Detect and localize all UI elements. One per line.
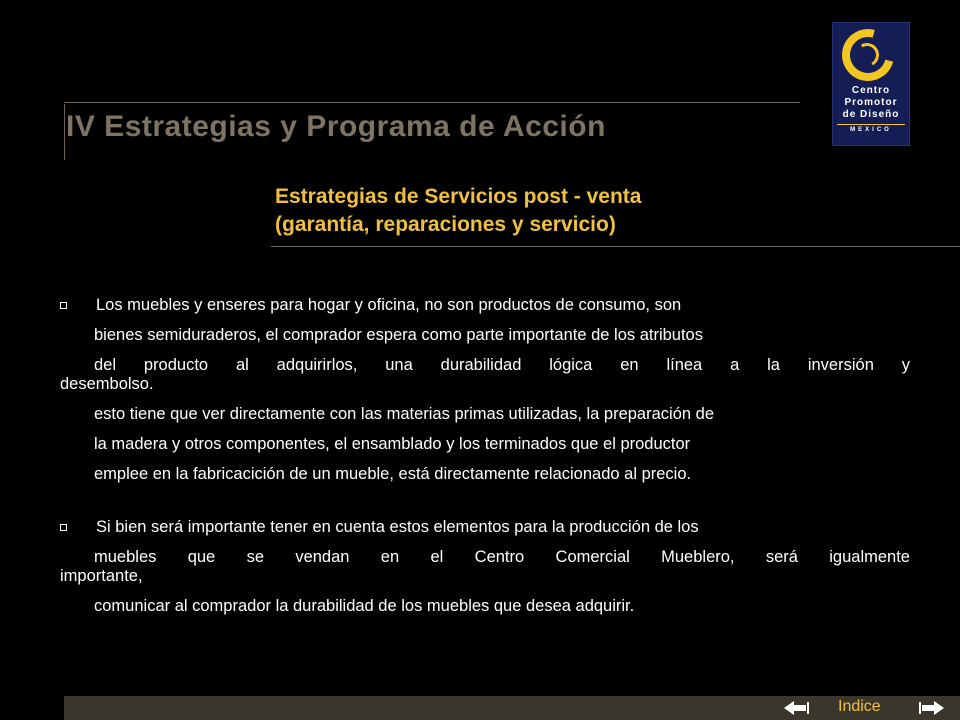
logo-line-2: Promotor <box>844 97 898 108</box>
subtitle-rule <box>271 246 960 247</box>
p1-line-5: la madera y otros componentes, el ensamblado y los terminados que el productor <box>94 435 691 453</box>
p1-line-3b: desembolso. <box>60 375 154 393</box>
p1-line-3 <box>60 356 910 394</box>
paragraph-2 <box>60 518 910 627</box>
header-rule <box>64 102 800 103</box>
subtitle-line-2: (garantía, reparaciones y servicio) <box>275 213 616 236</box>
index-link[interactable]: Indice <box>838 698 881 715</box>
arrow-right-icon[interactable] <box>918 700 944 716</box>
p2-line-3: comunicar al comprador la durabilidad de los muebles que desea adquirir. <box>94 597 635 615</box>
square-bullet-icon <box>60 524 67 531</box>
logo-text <box>837 85 905 121</box>
logo <box>832 22 910 146</box>
p2-line-2a: muebles que se vendan en el Centro Comercial Mueblero, será igualmente <box>94 548 910 566</box>
page-title: IV Estrategias y Programa de Acción <box>66 110 606 143</box>
square-bullet-icon <box>60 302 67 309</box>
p1-line-2: bienes semiduraderos, el comprador espera como parte importante de los atributos <box>94 326 703 344</box>
p1-line-4: esto tiene que ver directamente con las materias primas utilizadas, la preparación de <box>94 405 714 423</box>
paragraph-1 <box>60 296 910 495</box>
p1-line-1-text: Los muebles y enseres para hogar y oficina, no son productos de consumo, son <box>96 296 682 314</box>
p2-line-1-text: Si bien será importante tener en cuenta estos elementos para la producción de los <box>96 518 699 536</box>
p1-line-1 <box>60 296 910 315</box>
logo-line-3: de Diseño <box>842 109 900 120</box>
logo-divider <box>837 124 905 125</box>
header-left-rule <box>64 104 65 160</box>
subtitle-line-1: Estrategias de Servicios post - venta <box>275 185 642 208</box>
logo-country: MEXICO <box>850 127 892 133</box>
logo-line-1: Centro <box>851 85 891 96</box>
p1-line-6: emplee en la fabricacición de un mueble, está directamente relacionado al precio. <box>94 465 692 483</box>
footer-bar <box>64 696 960 720</box>
p2-line-2 <box>60 548 910 586</box>
p1-line-3a: del producto al adquirirlos, una durabilidad lógica en línea a la inversión y <box>94 356 910 374</box>
section-subtitle <box>275 183 641 239</box>
p2-line-1 <box>60 518 910 537</box>
p2-line-2b: importante, <box>60 567 143 585</box>
arrow-left-icon[interactable] <box>784 700 810 716</box>
